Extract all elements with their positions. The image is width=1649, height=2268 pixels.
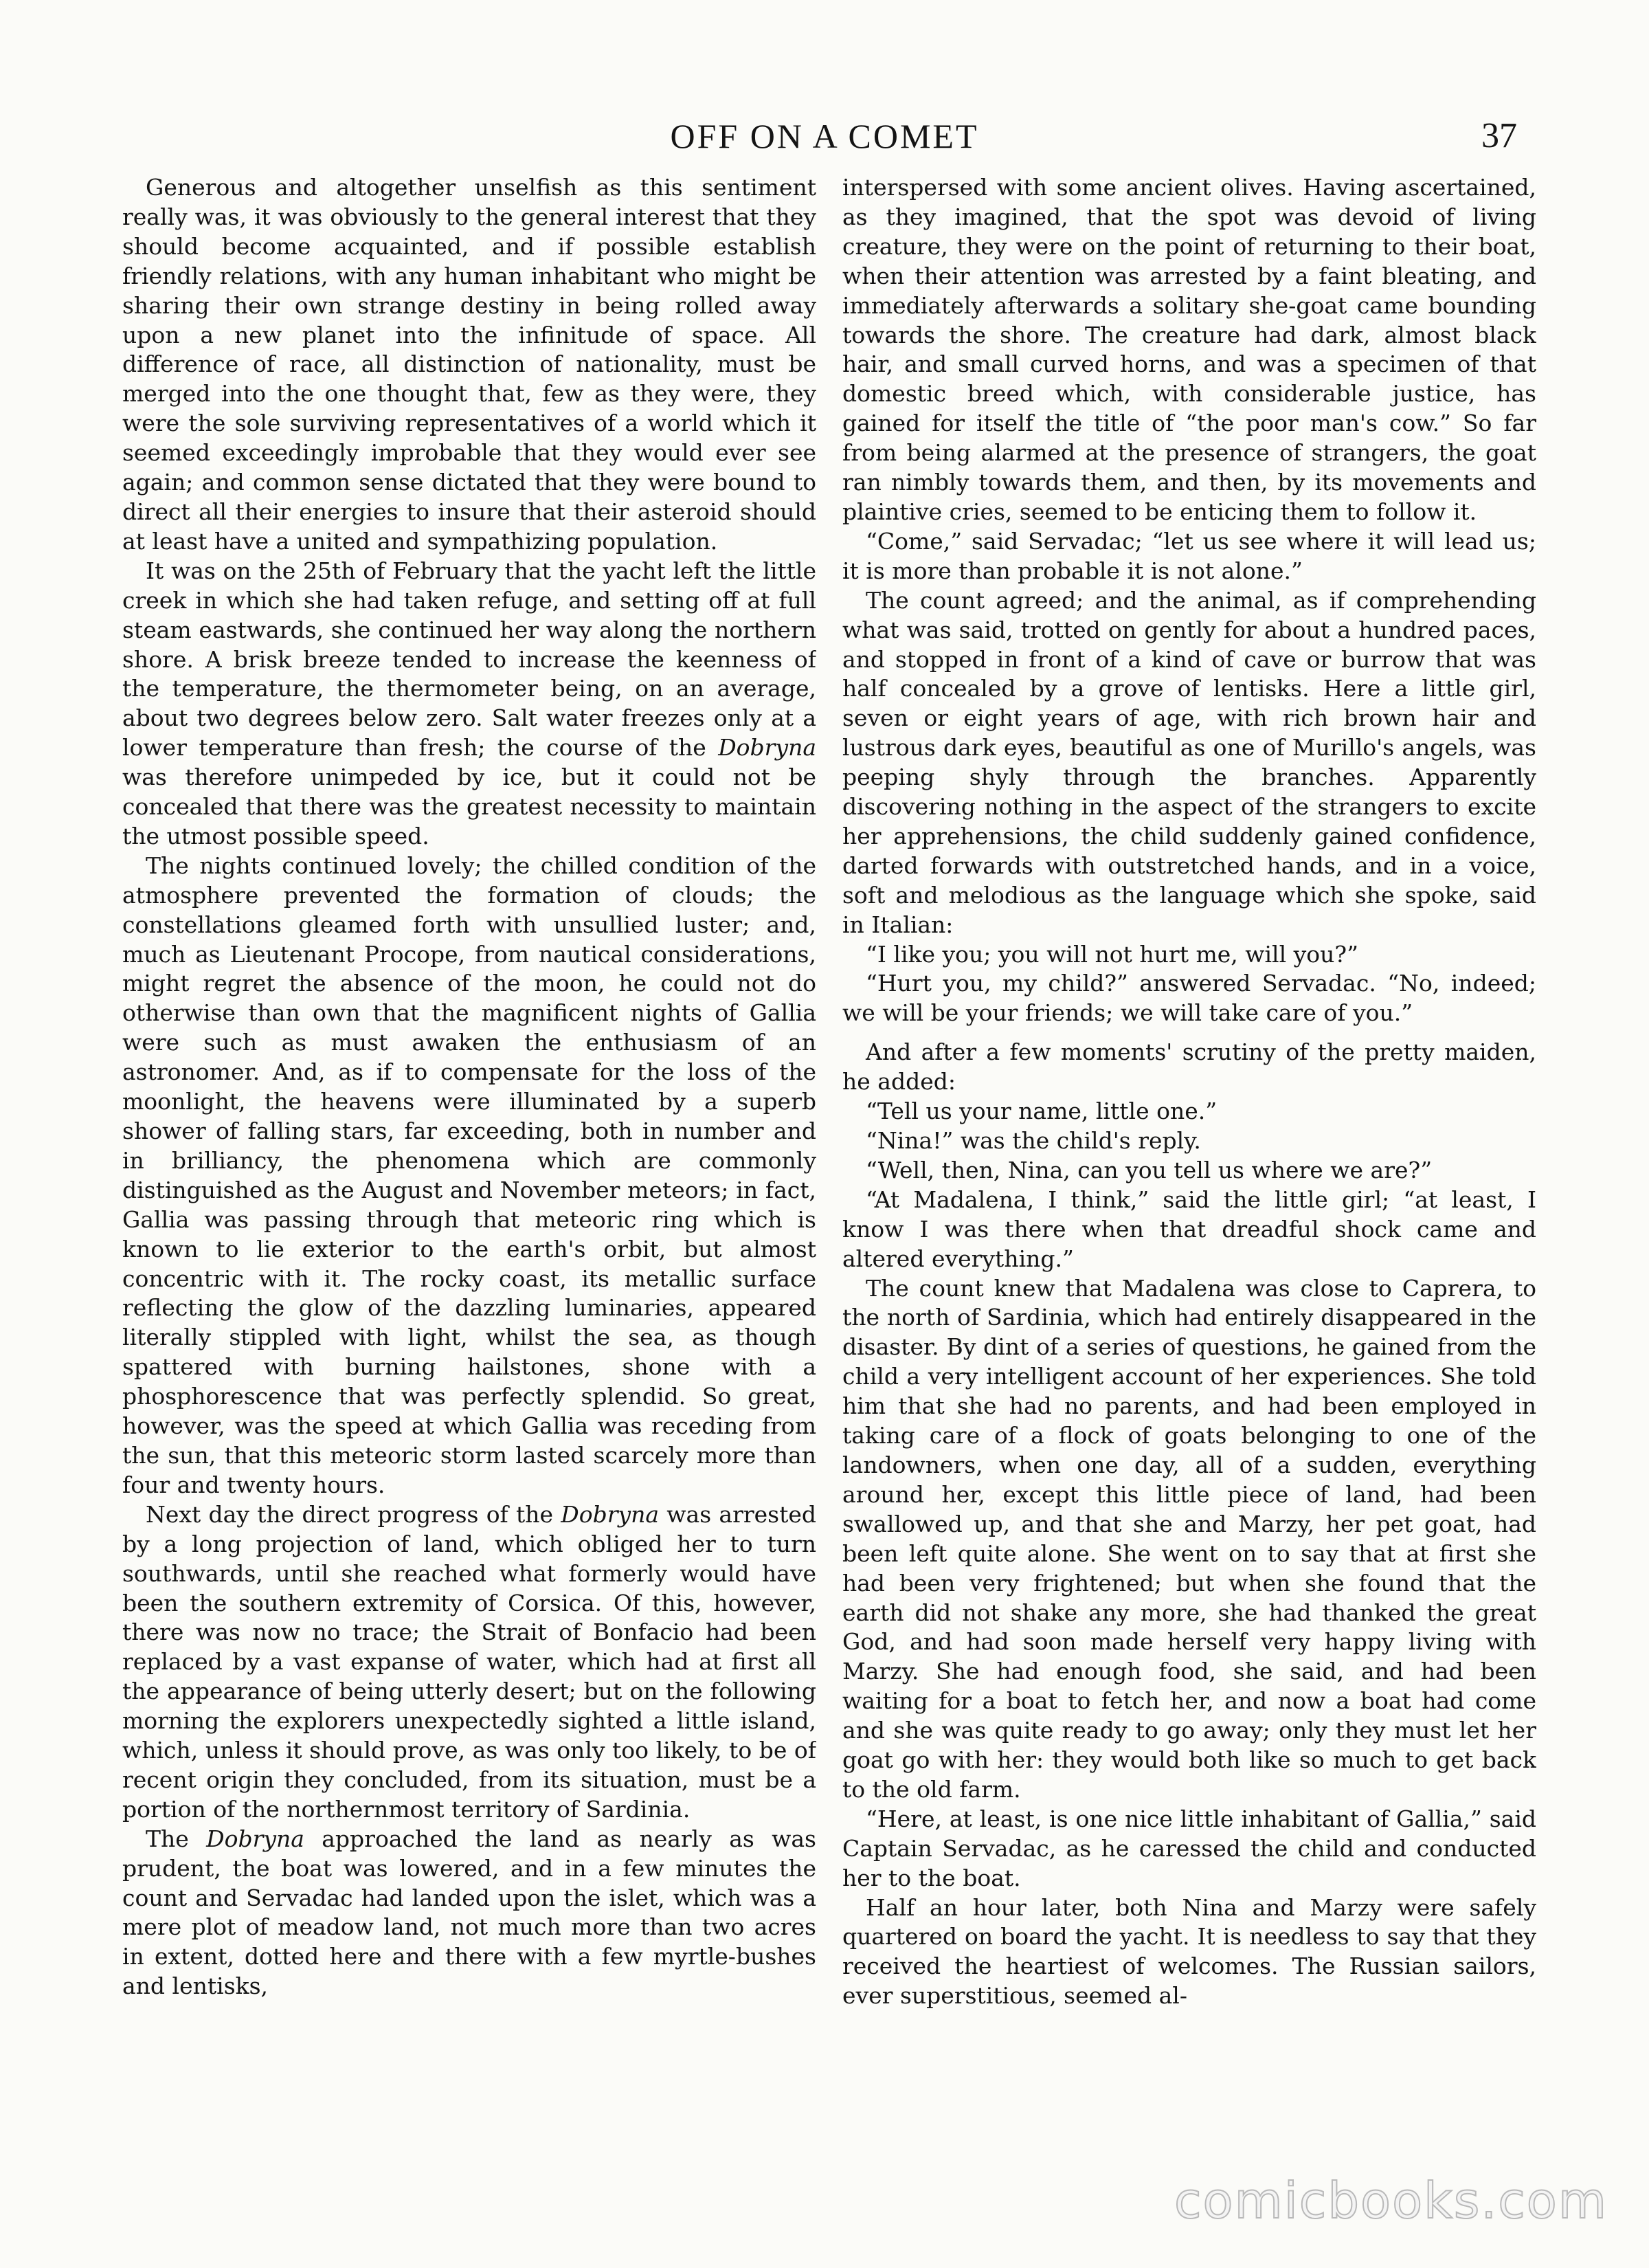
right-column [842, 173, 1536, 2208]
paragraph: “Well, then, Nina, can you tell us where we are?” [866, 1156, 1433, 1183]
paragraph: The nights continued lovely; the chilled condition of the atmosphere prevented the formation of clouds; the constellations gleamed forth with unsullied luster; and, much as Lieutenant Procope, from nautical considerations, might regret the absence of the moon, he could not do otherwise than own that the magnificent nights of Gallia were such as must awaken the enthusiasm of an astronomer. And, as if to compensate for the loss of the moonlight, the heavens were illuminated by a superb shower of falling stars, far exceeding, both in number and in brilliancy, the phenomena which are commonly distinguished as the August and November meteors; in fact, Gallia was passing through that meteoric ring which is known to lie exterior to the earth's orbit, but almost concentric with it. The rocky coast, its metallic surface reflecting the glow of the dazzling luminaries, appeared literally stippled with light, whilst the sea, as though spattered with burning hailstones, shone with a phosphorescence that was perfectly splendid. So great, however, was the speed at which Gallia was receding from the sun, that this meteoric storm lasted scarcely more than four and twenty hours. [122, 852, 816, 1498]
paragraph: The count knew that Madalena was close to Caprera, to the north of Sardinia, which had entirely disappeared in the disaster. By dint of a series of questions, he gained from the child a very intelligent account of her experiences. She told him that she had no parents, and had been employed in taking care of a flock of goats belonging to one of the landowners, when one day, all of a sudden, everything around her, except this little piece of land, had been swallowed up, and that she and Marzy, her pet goat, had been left quite alone. She went on to say that at first she had been very frightened; but when she found that the earth did not shake any more, she had thanked the great God, and had soon made herself very happy living with Marzy. She had enough food, she said, and had been waiting for a boat to fetch her, and now a boat had come and she was quite ready to go away; only they must let her goat go with her: they would both like so much to get back to the old farm. [842, 1274, 1536, 1803]
paragraph: “I like you; you will not hurt me, will you?” [866, 940, 1358, 968]
running-title: OFF ON A COMET [670, 117, 979, 155]
ship-name: Dobryna [718, 734, 816, 761]
paragraph: “Nina!” was the child's reply. [866, 1127, 1201, 1154]
paragraph: “Tell us your name, little one.” [866, 1098, 1218, 1125]
paragraph: “At Madalena, I think,” said the little girl; “at least, I know I was there when that dreadful shock came and altered everything.” [842, 1186, 1536, 1272]
paragraph: “Come,” said Servadac; “let us see where it will lead us; it is more than probable it is not alone.” [842, 527, 1536, 584]
paragraph: “Hurt you, my child?” answered Servadac. “No, indeed; we will be your friends; we will take care of you.” [842, 970, 1536, 1027]
page-number: 37 [1481, 116, 1517, 155]
paragraph: And after a few moments' scrutiny of the pretty maiden, he added: [842, 1038, 1536, 1096]
paragraph: It was on the 25th of February that the yacht left the little creek in which she had taken refuge, and setting off at full steam eastwards, she continued her way along the northern shore. A brisk breeze tended to increase the keenness of the temperature, the thermometer being, on an average, about two degrees below zero. Salt water freezes only at a lower temperature than fresh; the course of the Dobryna was therefore unimpeded by ice, but it could not be concealed that there was the greatest necessity to maintain the utmost possible speed. [122, 557, 816, 849]
watermark-logo: comicbooks.com [1174, 2172, 1608, 2230]
left-column [122, 173, 816, 2208]
paragraph: The Dobryna approached the land as nearly as was prudent, the boat was lowered, and in a few minutes the count and Servadac had landed upon the islet, which was a mere plot of meadow land, not much more than two acres in extent, dotted here and there with a few myrtle-bushes and lentisks, [122, 1825, 816, 2000]
paragraph: Half an hour later, both Nina and Marzy were safely quartered on board the yacht. It is needless to say that they received the heartiest of welcomes. The Russian sailors, ever superstitious, seemed al- [842, 1893, 1536, 2010]
paragraph: Next day the direct progress of the Dobryna was arrested by a long projection of land, which obliged her to turn southwards, until she reached what formerly would have been the southern extremity of Corsica. Of this, however, there was now no trace; the Strait of Bonfacio had been replaced by a vast expanse of water, which had at first all the appearance of being utterly desert; but on the following morning the explorers unexpectedly sighted a little island, which, unless it should prove, as was only too likely, to be of recent origin they concluded, from its situation, must be a portion of the northernmost territory of Sardinia. [122, 1500, 816, 1823]
paragraph: “Here, at least, is one nice little inhabitant of Gallia,” said Captain Servadac, as he caressed the child and conducted her to the boat. [842, 1805, 1536, 1891]
ship-name: Dobryna [206, 1825, 304, 1852]
paragraph: The count agreed; and the animal, as if comprehending what was said, trotted on gently for about a hundred paces, and stopped in front of a kind of cave or burrow that was half concealed by a grove of lentisks. Here a little girl, seven or eight years of age, with rich brown hair and lustrous dark eyes, beautiful as one of Murillo's angels, was peeping shyly through the branches. Apparently discovering nothing in the aspect of the strangers to excite her apprehensions, the child suddenly gained confidence, darted forwards with outstretched hands, and in a voice, soft and melodious as the language which she spoke, said in Italian: [842, 586, 1536, 938]
page-header [0, 115, 1649, 170]
ship-name: Dobryna [561, 1500, 660, 1528]
paragraph: Generous and altogether unselfish as this sentiment really was, it was obviously to the general interest that they should become acquainted, and if possible establish friendly relations, with any human inhabitant who might be sharing their own strange destiny in being rolled away upon a new planet into the infinitude of space. All difference of race, all distinction of nationality, must be merged into the one thought that, few as they were, they were the sole surviving representatives of a world which it seemed exceedingly improbable that they would ever see again; and common sense dictated that they were bound to direct all their energies to insure that their asteroid should at least have a united and sympathizing population. [122, 174, 816, 555]
paragraph-continued: interspersed with some ancient olives. Having ascertained, as they imagined, that the spot was devoid of living creature, they were on the point of returning to their boat, when their attention was arrested by a faint bleating, and immediately afterwards a solitary she-goat came bounding towards the shore. The creature had dark, almost black hair, and small curved horns, and was a specimen of that domestic breed which, with considerable justice, has gained for itself the title of “the poor man's cow.” So far from being alarmed at the presence of strangers, the goat ran nimbly towards them, and then, by its movements and plaintive cries, seemed to be enticing them to follow it. [842, 174, 1536, 525]
